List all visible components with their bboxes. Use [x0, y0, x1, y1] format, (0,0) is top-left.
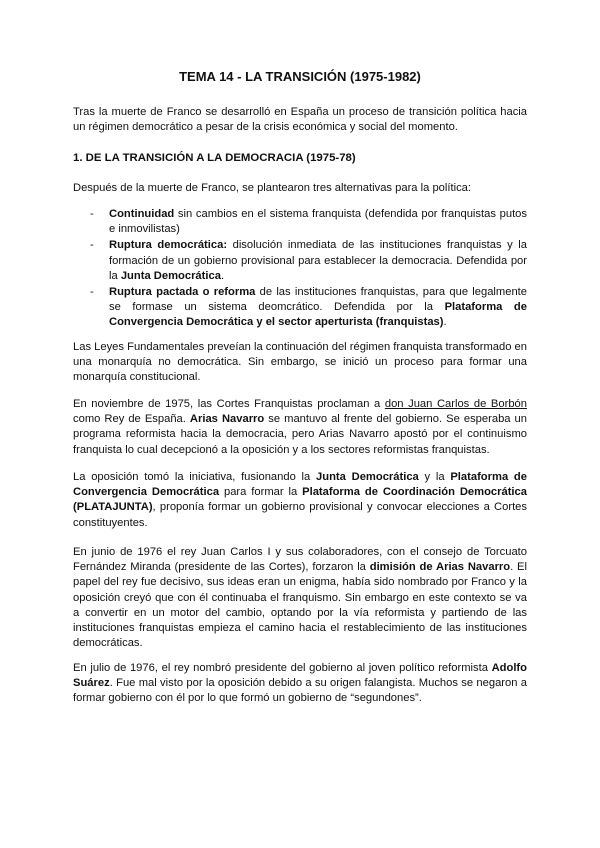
bold-term: Plataforma de Convergencia Democrática: [73, 471, 527, 499]
section-heading: 1. DE LA TRANSICIÓN A LA DEMOCRACIA (1975-78): [73, 152, 356, 164]
text-run: se mantuvo al frente del gobierno. Se esperaba un programa reformista hacia la democracia, pero Arias Navarro apostó por el continuismo franquista lo cual decepcionó a la oposición y a los sectores reformistas franquistas.: [73, 413, 527, 456]
text-run: , proponía formar un gobierno provisional y convocar elecciones a Cortes constituyentes.: [73, 501, 527, 529]
noviembre-paragraph: [73, 397, 527, 458]
bold-name: Adolfo Suárez: [73, 662, 527, 690]
list-bullet: -: [90, 239, 94, 252]
alternative-text: disolución inmediata de las instituciones franquistas y la formación de un gobierno provisional para establecer la democracia. Defendida por la: [109, 239, 527, 282]
intro-paragraph: Tras la muerte de Franco se desarrolló en España un proceso de transición política hacia un régimen democrático a pesar de la crisis económica y social del momento.: [73, 106, 527, 134]
text-run: para formar la: [219, 486, 303, 499]
leyes-paragraph: Las Leyes Fundamentales preveían la continuación del régimen franquista transformado en una monarquía no democrática. Sin embargo, se inició un proceso para formar una monarquía constitucional.: [73, 341, 527, 384]
bold-name: Arias Navarro: [189, 413, 265, 426]
list-bullet: -: [90, 286, 94, 299]
underlined-name: don Juan Carlos de Borbón: [384, 398, 527, 410]
alternatives-list: [73, 207, 527, 332]
list-bullet: -: [90, 208, 94, 220]
text-run: En noviembre de 1975, las Cortes Franquistas proclaman a: [73, 398, 385, 410]
page-title: TEMA 14 - LA TRANSICIÓN (1975-1982): [179, 69, 421, 84]
text-run: En julio de 1976, el rey nombró presidente del gobierno al joven político reformista: [73, 662, 492, 674]
list-item: [73, 285, 527, 331]
text-run: . El papel del rey fue decisivo, sus ideas eran un enigma, había sido nombrado por Franco y la oposición creyó que con él continuaba el franquismo. Sin embargo en este contexto se va a convertir en un motor del cambio, optando por la vía reformista y partiendo de las instituciones franquistas empieza el camino hacia el restablecimiento de las instituciones democráticas.: [73, 561, 527, 650]
junio-paragraph: [73, 545, 527, 651]
alternative-tail: .: [220, 269, 225, 282]
alternative-text: sin cambios en el sistema franquista (defendida por franquistas putos e inmovilistas): [109, 208, 527, 236]
oposicion-paragraph: [73, 470, 527, 531]
julio-paragraph: [73, 661, 527, 707]
text-run: como Rey de España.: [73, 413, 190, 426]
bold-term: Junta Democrática: [316, 471, 419, 483]
alternative-highlight: Junta Democrática: [120, 269, 221, 282]
alternative-term: Ruptura democrática:: [109, 239, 228, 252]
alternative-text: de las instituciones franquistas, para que legalmente se formase un sistema deomcrático. Defendida por la: [109, 286, 528, 314]
section-lead: Después de la muerte de Franco, se plantearon tres alternativas para la política:: [73, 182, 471, 194]
bold-term: Plataforma de Coordinación Democrática (PLATAJUNTA): [73, 486, 527, 514]
alternative-term: Ruptura pactada o reforma: [109, 286, 256, 299]
text-run: y la: [418, 471, 451, 483]
bold-term: dimisión de Arias Navarro: [369, 561, 511, 574]
text-run: La oposición tomó la iniciativa, fusionando la: [73, 471, 317, 483]
text-run: . Fue mal visto por la oposición debido a su origen falangista. Muchos se negaron a formar gobierno con él por lo que formó un gobierno de “segundones”.: [73, 677, 527, 705]
alternative-term: Continuidad: [109, 208, 175, 220]
list-item: [73, 207, 527, 237]
text-run: En junio de 1976 el rey Juan Carlos I y sus colaboradores, con el consejo de Torcuato Fernández Miranda (presidente de las Cortes), forzaron la: [73, 546, 527, 574]
alternative-highlight: Plataforma de Convergencia Democrática y el sector aperturista (franquistas): [109, 301, 527, 329]
alternative-tail: .: [443, 316, 447, 329]
list-item: [73, 238, 527, 284]
